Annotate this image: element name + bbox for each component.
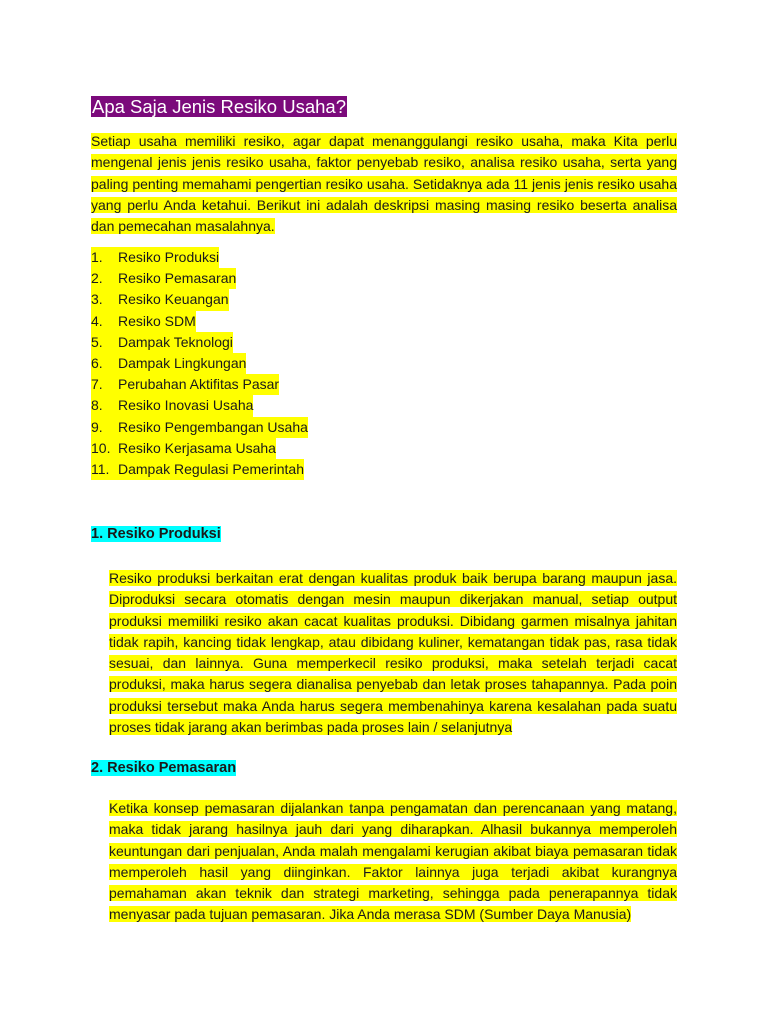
- list-item-label: Dampak Regulasi Pemerintah: [118, 459, 304, 480]
- list-item-number: 4.: [91, 311, 118, 332]
- list-item: [91, 268, 308, 289]
- list-item-number: 10.: [91, 438, 118, 459]
- list-item-label: Resiko Pemasaran: [118, 268, 236, 289]
- page-title: [91, 94, 347, 120]
- list-item: [91, 459, 308, 480]
- list-item: [91, 417, 308, 438]
- intro-paragraph: [91, 131, 677, 237]
- list-item-number: 11.: [91, 459, 118, 480]
- page-title-text: Apa Saja Jenis Resiko Usaha?: [92, 96, 347, 117]
- list-item: [91, 395, 308, 416]
- section-heading-resiko-pemasaran: [91, 757, 236, 779]
- section-heading-text: 1. Resiko Produksi: [91, 526, 221, 542]
- section-body-text: Resiko produksi berkaitan erat dengan kualitas produk baik berupa barang maupun jasa. Diproduksi secara otomatis dengan mesin maupun dikerjakan manual, setiap output produksi memiliki resiko akan cacat kualitas produksi. Dibidang garmen misalnya jahitan tidak rapih, kancing tidak lengkap, atau dibidang kuliner, kematangan tidak pas, rasa tidak sesuai, dan lainnya. Guna memperkecil resiko produksi, maka setelah terjadi cacat produksi, maka harus segera dianalisa penyebab dan letak proses tahapannya. Pada poin produksi tersebut maka Anda harus segera membenahinya karena kesalahan pada suatu proses tidak jarang akan berimbas pada proses lain / selanjutnya: [109, 570, 677, 736]
- list-item-number: 1.: [91, 247, 118, 268]
- list-item-label: Resiko Inovasi Usaha: [118, 395, 253, 416]
- list-item-number: 6.: [91, 353, 118, 374]
- list-item-label: Resiko Produksi: [118, 247, 219, 268]
- section-body-resiko-produksi: [109, 568, 677, 738]
- risk-type-list: [91, 247, 308, 480]
- list-item-number: 2.: [91, 268, 118, 289]
- list-item: [91, 353, 308, 374]
- list-item-number: 3.: [91, 289, 118, 310]
- list-item-label: Dampak Lingkungan: [118, 353, 246, 374]
- section-body-resiko-pemasaran: [109, 798, 677, 926]
- list-item-label: Resiko Kerjasama Usaha: [118, 438, 276, 459]
- list-item-number: 8.: [91, 395, 118, 416]
- list-item: [91, 289, 308, 310]
- list-item: [91, 374, 308, 395]
- list-item: [91, 247, 308, 268]
- list-item-label: Resiko SDM: [118, 311, 196, 332]
- list-item-label: Dampak Teknologi: [118, 332, 233, 353]
- list-item-number: 7.: [91, 374, 118, 395]
- list-item-label: Resiko Pengembangan Usaha: [118, 417, 308, 438]
- section-body-text: Ketika konsep pemasaran dijalankan tanpa pengamatan dan perencanaan yang matang, maka tidak jarang hasilnya jauh dari yang diharapkan. Alhasil bukannya memperoleh keuntungan dari penjualan, Anda malah mengalami kerugian akibat biaya pemasaran tidak memperoleh hasil yang diinginkan. Faktor lainnya juga terjadi akibat kurangnya pemahaman akan teknik dan strategi marketing, sehingga pada penerapannya tidak menyasar pada tujuan pemasaran. Jika Anda merasa SDM (Sumber Daya Manusia): [109, 800, 677, 923]
- list-item-number: 9.: [91, 417, 118, 438]
- list-item-label: Perubahan Aktifitas Pasar: [118, 374, 279, 395]
- intro-text: Setiap usaha memiliki resiko, agar dapat menanggulangi resiko usaha, maka Kita perlu mengenal jenis jenis resiko usaha, faktor penyebab resiko, analisa resiko usaha, serta yang paling penting memahami pengertian resiko usaha. Setidaknya ada 11 jenis jenis resiko usaha yang perlu Anda ketahui. Berikut ini adalah deskripsi masing masing resiko beserta analisa dan pemecahan masalahnya.: [91, 133, 677, 235]
- list-item-number: 5.: [91, 332, 118, 353]
- list-item: [91, 311, 308, 332]
- list-item: [91, 438, 308, 459]
- section-heading-resiko-produksi: [91, 523, 221, 545]
- section-heading-text: 2. Resiko Pemasaran: [91, 760, 237, 776]
- list-item: [91, 332, 308, 353]
- list-item-label: Resiko Keuangan: [118, 289, 229, 310]
